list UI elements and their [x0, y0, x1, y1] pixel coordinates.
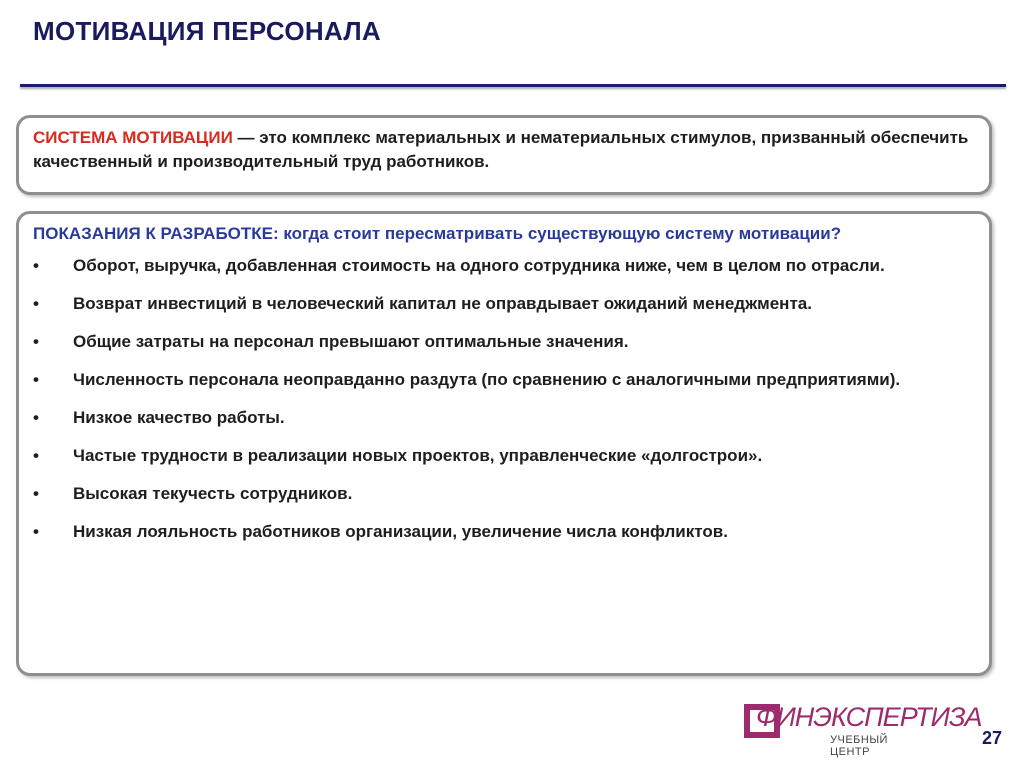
bullet-icon: •: [33, 294, 39, 313]
bullet-icon: •: [33, 332, 39, 351]
indications-list: [33, 254, 975, 544]
title-divider: [20, 84, 1006, 87]
slide-title: МОТИВАЦИЯ ПЕРСОНАЛА: [33, 16, 381, 46]
list-item: [33, 368, 975, 392]
logo-subtitle: УЧЕБНЫЙ ЦЕНТР: [830, 734, 888, 758]
list-item: [33, 330, 975, 354]
list-item-text: Общие затраты на персонал превышают оптимальные значения.: [73, 332, 629, 351]
list-item: [33, 406, 975, 430]
definition-text: [33, 126, 975, 174]
bullet-icon: •: [33, 370, 39, 389]
company-logo: [744, 688, 982, 758]
definition-box: [16, 115, 992, 195]
list-item-text: Численность персонала неоправданно раздута (по сравнению с аналогичными предприятиями).: [73, 370, 901, 389]
list-item-text: Частые трудности в реализации новых проектов, управленческие «долгострои».: [73, 446, 763, 465]
list-item: [33, 254, 975, 278]
list-item-text: Низкое качество работы.: [73, 408, 285, 427]
bullet-icon: •: [33, 256, 39, 275]
bullet-icon: •: [33, 446, 39, 465]
bullet-icon: •: [33, 484, 39, 503]
list-item: [33, 482, 975, 506]
list-item: [33, 520, 975, 544]
list-item-text: Низкая лояльность работников организации, увеличение числа конфликтов.: [73, 522, 728, 541]
bullet-icon: •: [33, 408, 39, 427]
page-number: 27: [982, 728, 1003, 748]
list-item: [33, 444, 975, 468]
definition-body: — это комплекс материальных и нематериальных стимулов, призванный обеспечить качественный и производительный труд работников.: [33, 128, 969, 171]
indications-heading: ПОКАЗАНИЯ К РАЗРАБОТКЕ: когда стоит пересматривать существующую систему мотивации?: [33, 224, 842, 243]
list-item: [33, 292, 975, 316]
indications-box: [16, 211, 992, 676]
bullet-icon: •: [33, 522, 39, 541]
list-item-text: Оборот, выручка, добавленная стоимость на одного сотрудника ниже, чем в целом по отрасли.: [73, 256, 885, 275]
list-item-text: Высокая текучесть сотрудников.: [73, 484, 353, 503]
logo-brand: ФИНЭКСПЕРТИЗА: [756, 702, 982, 732]
definition-term: СИСТЕМА МОТИВАЦИИ: [33, 128, 233, 147]
list-item-text: Возврат инвестиций в человеческий капитал не оправдывает ожиданий менеджмента.: [73, 294, 812, 313]
